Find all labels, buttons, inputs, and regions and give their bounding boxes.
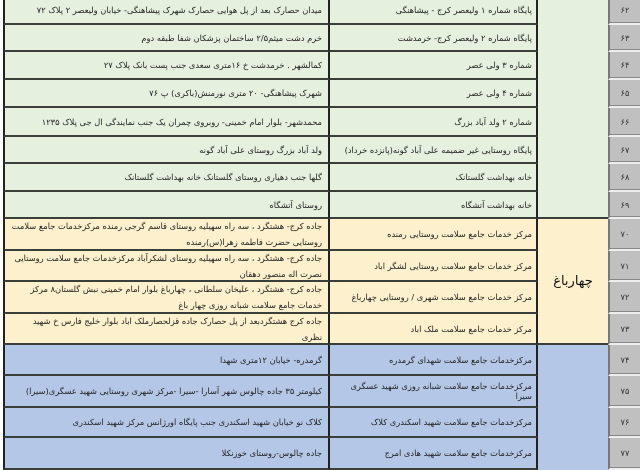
row-number-cell: ۶۵ [608, 80, 640, 108]
address-cell: جاده چالوس-روستای خوزنکلا [3, 438, 330, 470]
center-name-cell: پایگاه روستایی غیر ضمیمه علی آباد گونه(پانزده خرداد) [330, 137, 538, 164]
table-row [0, 282, 640, 314]
address-cell: روستای آتشگاه [3, 192, 330, 219]
row-number-cell: ۶۲ [608, 0, 640, 25]
address-cell: جاده کرج هشتگردبعد از پل حصارک جاده قزلحصارملک اباد بلوار خلیج فارس خ شهید نظری [3, 314, 330, 345]
address-cell: کیلومتر ۳۵ جاده چالوس شهر آسارا -سیرا -مرکز شهری روستایی شهید عسگری(سیرا) [3, 376, 330, 408]
address-cell: جاده کرج- هشتگرد ، سه راه سهیلیه روستای لشکرآباد مرکزخدمات جامع سلامت روستایی نصرت اله منصور دهقان [3, 251, 330, 282]
table-row [0, 52, 640, 80]
center-name-cell: مرکز خدمات جامع سلامت ملک اباد [330, 314, 538, 345]
row-number-cell: ۶۴ [608, 52, 640, 80]
address-cell: جاده کرج- هشتگرد ، سه راه سهیلیه روستای قاسم گرجی رمنده مرکزخدمات جامع سلامت روستایی حضرت فاطمه زهرا(س)رمنده [3, 219, 330, 251]
row-number-cell: ۶۹ [608, 192, 640, 219]
address-cell: کلاک نو خیابان شهید اسکندری جنب پایگاه اورژانس مرکز شهید اسکندری [3, 408, 330, 438]
table-row [0, 408, 640, 438]
row-number-cell: ۷۳ [608, 314, 640, 345]
table-row [0, 345, 640, 376]
center-name-cell: مرکزخدمات جامع سلامت شهید اسکندری کلاک [330, 408, 538, 438]
row-number-cell: ۶۸ [608, 164, 640, 192]
table-row [0, 251, 640, 282]
address-cell: گرمدره- خیابان ۱۲متری شهدا [3, 345, 330, 376]
row-number-cell: ۷۲ [608, 282, 640, 314]
row-number-cell: ۶۳ [608, 25, 640, 52]
table-row [0, 438, 640, 470]
table-row [0, 137, 640, 164]
row-number-cell: ۶۶ [608, 108, 640, 137]
center-name-cell: شماره ۳ ولی عصر [330, 52, 538, 80]
center-name-cell: مرکز خدمات جامع سلامت روستایی لشگر اباد [330, 251, 538, 282]
center-name-cell: شماره ۴ ولی عصر [330, 80, 538, 108]
table-row [0, 376, 640, 408]
center-name-cell: مرکز خدمات جامع سلامت روستایی رمنده [330, 219, 538, 251]
row-number-cell: ۶۷ [608, 137, 640, 164]
center-name-cell: مرکزخدمات جامع سلامت شهید هادی امرج [330, 438, 538, 470]
table-row [0, 0, 640, 25]
row-number-cell: ۷۰ [608, 219, 640, 251]
center-name-cell: شماره ۲ ولد آباد بزرگ [330, 108, 538, 137]
table-row [0, 192, 640, 219]
row-number-cell: ۷۶ [608, 408, 640, 438]
table-row [0, 80, 640, 108]
address-cell: میدان حصارک بعد از پل هوایی حصارک شهرک پیشاهنگی- خیابان ولیعصر ۲ پلاک ۷۲ [3, 0, 330, 25]
center-name-cell: خانه بهداشت گلستانک [330, 164, 538, 192]
address-cell: محمدشهر- بلوار امام خمینی- روبروی چمران یک جنب نمایندگی ال جی پلاک ۱۲۳۵ [3, 108, 330, 137]
center-name-cell: پایگاه شماره ۱ ولیعصر کرج - پیشاهنگی [330, 0, 538, 25]
center-name-cell: مرکزخدمات جامع سلامت شهدای گرمدره [330, 345, 538, 376]
row-number-cell: ۷۵ [608, 376, 640, 408]
address-cell: گلها جنب دهیاری روستای گلستانک خانه بهداشت گلستانک [3, 164, 330, 192]
center-name-cell: خانه بهداشت آتشگاه [330, 192, 538, 219]
center-name-cell: مرکز خدمات جامع سلامت شهری / روستایی چهارباغ [330, 282, 538, 314]
row-number-cell: ۷۷ [608, 438, 640, 470]
center-name-cell: پایگاه شماره ۲ ولیعصر کرج- خرمدشت [330, 25, 538, 52]
center-name-cell: مرکزخدمات جامع سلامت شبانه روزی شهید عسگری سیرا [330, 376, 538, 408]
address-cell: شهرک پیشاهنگی- ۲۰ متری نورمنش(باکری) پ ۷۶ [3, 80, 330, 108]
table-row [0, 314, 640, 345]
address-cell: ولد آباد بزرگ روستای علی آباد گونه [3, 137, 330, 164]
region-cell-chaharbagh: چهارباغ [538, 219, 608, 345]
row-number-cell: ۷۴ [608, 345, 640, 376]
table-row [0, 164, 640, 192]
address-cell: خرم دشت میثم۲/۵ ساختمان پزشکان شفا طبقه دوم [3, 25, 330, 52]
address-cell: جاده کرج- هشتگرد ، علیخان سلطانی ، چهارباغ بلوار امام خمینی نبش گلستان۸ مرکز خدمات جامع سلامت شبانه روزی چهار باغ [3, 282, 330, 314]
table-row [0, 25, 640, 52]
table-row [0, 219, 640, 251]
address-cell: کمالشهر . خرمدشت خ ۱۶متری سعدی جنب پست بانک پلاک ۲۷ [3, 52, 330, 80]
row-number-cell: ۷۱ [608, 251, 640, 282]
table-row [0, 108, 640, 137]
